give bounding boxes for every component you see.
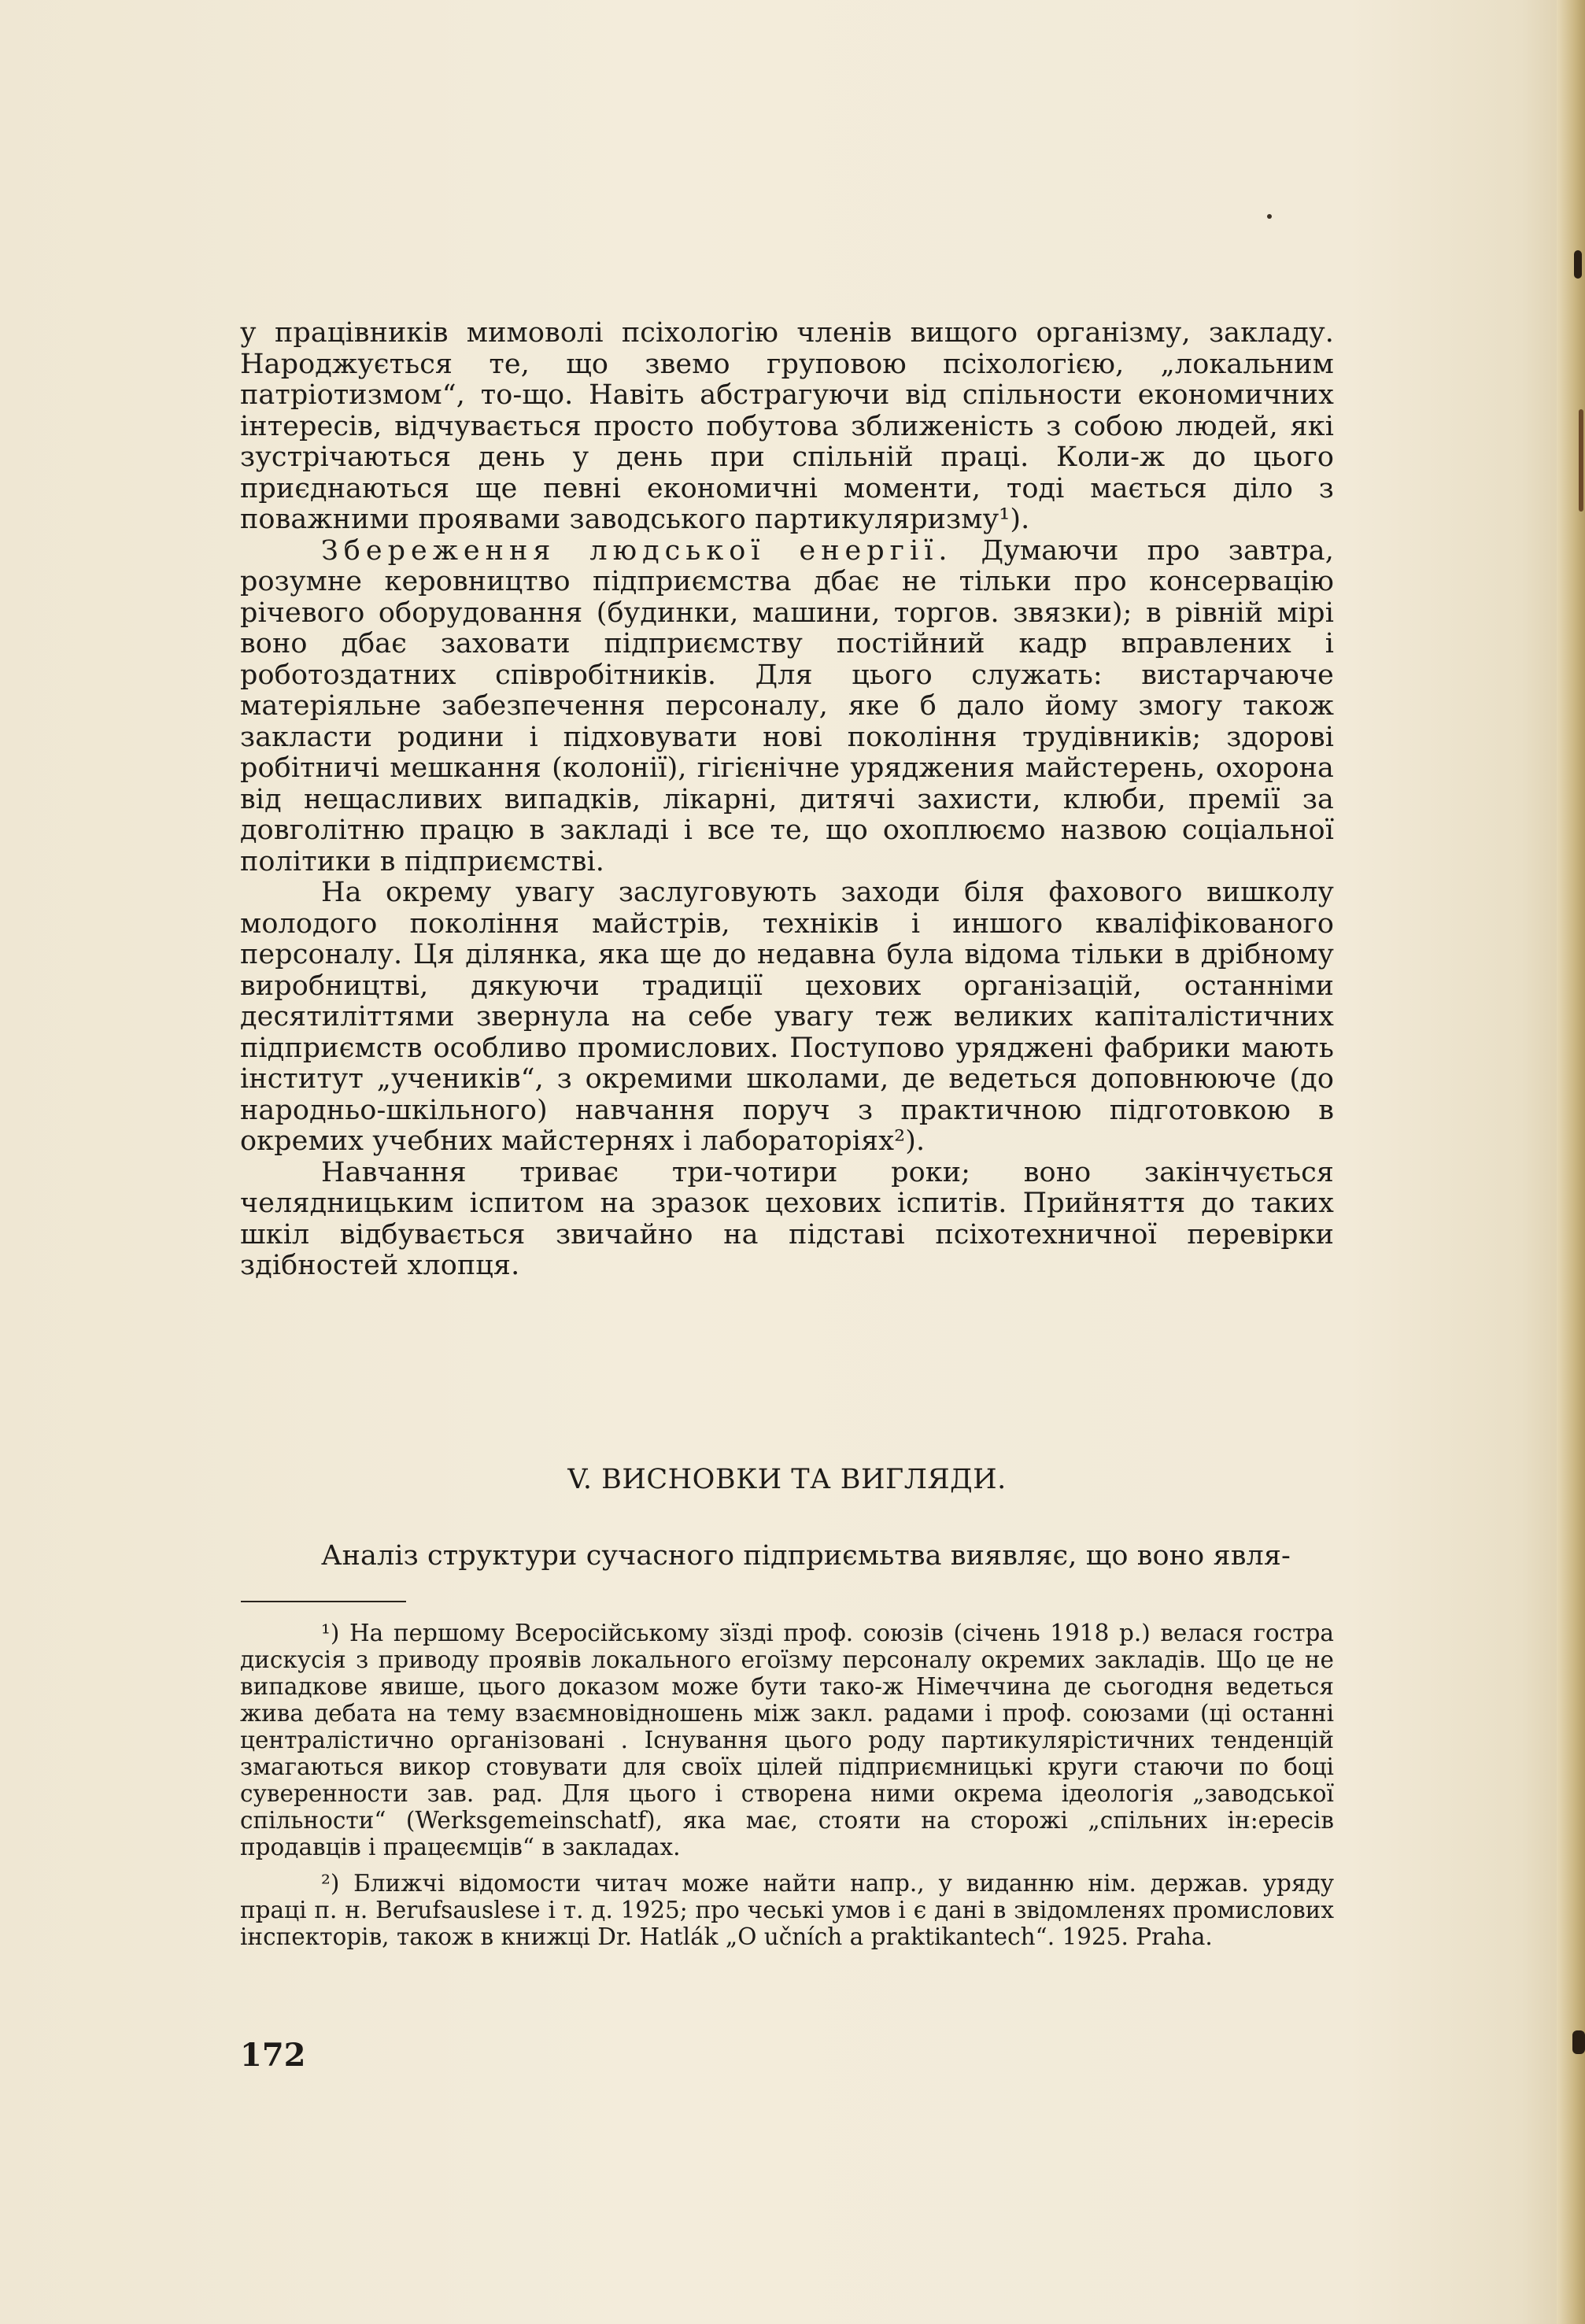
page-number: 172 — [240, 2037, 306, 2074]
section-heading: V. ВИСНОВКИ ТА ВИГЛЯДИ. — [567, 1464, 1007, 1495]
ink-speck — [1267, 214, 1272, 219]
paragraph-3: На окрему увагу заслуговують заходи біля фахового вишколу молодого покоління майстрів, техніків і иншого кваліфікованого персоналу. Ця ділянка, яка ще до недавна була відома тільки в дрібному виробництві, дякуючи традиції цехових організацій, останніми десятиліттями звернула на себе увагу теж великих капіталістичних підприємств особливо промислових. Поступово уряджені фабрики мають інститут „учеників“, з окремими школами, де ведеться доповнююче (до народньо-шкільного) навчання поруч з практичною підготовкою в окремих учебних майстернях і лабораторіях²). — [240, 877, 1334, 1157]
footnote-divider — [241, 1601, 406, 1602]
book-edge — [1557, 0, 1585, 2324]
paragraph-5: Аналіз структури сучасного підприємьтва виявляє, що воно явля- — [321, 1540, 1291, 1572]
edge-mark-middle — [1579, 409, 1583, 512]
body-text — [240, 318, 1334, 1282]
footnote-2: ²) Ближчі відомости читач може найти напр., у виданню нім. держав. уряду праці п. н. Berufsauslese і т. д. 1925; про чеські умов і є дані в звідомленях промислових інспекторів, також в книжці Dr. Hatlák „O učních a praktikantech“. 1925. Praha. — [240, 1870, 1334, 1950]
footnotes — [240, 1620, 1334, 1960]
edge-mark-bottom — [1572, 2030, 1585, 2054]
paragraph-1: у працівників мимоволі псіхологію членів вищого організму, закладу. Народжується те, що звемо груповою псіхологією, „локальним патріотизмом“, то-що. Навіть абстрагуючи від спільности економичних інтересів, відчувається просто побутова зближеність з собою людей, які зустрічаються день у день при спільній праці. Коли-ж до цього приєднаються ще певні економичні моменти, тоді мається діло з поважними проявами заводського партикуляризму¹). — [240, 317, 1334, 535]
paragraph-4: Навчання триває три-чотири роки; воно закінчується челядницьким іспитом на зразок цехових іспитів. Прийняття до таких шкіл відбувається звичайно на підставі псіхотехничної перевірки здібностей хлопця. — [240, 1156, 1334, 1281]
paragraph-2 — [240, 536, 1334, 878]
paragraph-2-text: Думаючи про завтра, розумне керовництво підприємства дбає не тільки про консервацію річевого оборудовання (будинки, машини, торгов. звязки); в рівній мірі воно дбає заховати підприємству постійний кадр вправлених і роботоздатних співробітників. Для цього служать: вистарчаюче матеріяльне забезпечення персоналу, яке б дало йому змогу також закласти родини і підховувати нові покоління трудівників; здорові робітничі мешкання (колонії), гігієнічне уряджения майстерень, охорона від нещасливих випадків, лікарні, дитячі захисти, клюби, премії за довголітню працю в закладі і все те, що охоплюємо назвою соціальної політики в підприємстві. — [240, 534, 1334, 878]
paragraph-2-lead: Збереження людської енергії. — [321, 534, 953, 567]
edge-mark-top — [1574, 250, 1582, 279]
footnote-1: ¹) На першому Всеросійському зїзді проф. союзів (січень 1918 р.) велася гостра дискусія з приводу проявів локального егоїзму персоналу окремих закладів. Що це не випадкове явише, цього доказом може бути тако-ж Німеччина де сьогодня ведеться жива дебата на тему взаємновідношень між закл. радами і проф. союзами (ці останні централістично організовані . Існування цього роду партикулярістичних тенденцій змагаються викор стовувати для своїх цілей підприємницькі круги стаючи по боці суверенности зав. рад. Для цього і створена ними окрема ідеологія „заводської спільности“ (Werksgemeinschatf), яка має, стояти на сторожі „спільних ін:ересів продавців і працеємців“ в закладах. — [240, 1620, 1334, 1860]
body-text-continued — [240, 1541, 1334, 1572]
